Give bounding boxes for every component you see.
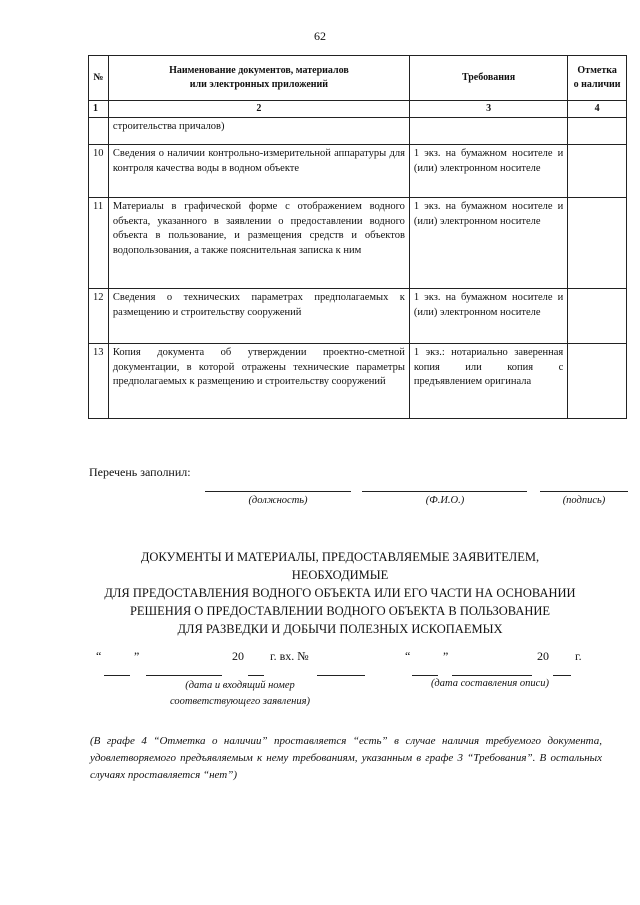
table-row — [89, 198, 627, 289]
row-name: Материалы в графической форме с отображением водного объекта, указанного в заявлении о предоставлении водного объекта в пользование, и размещения средств и объектов водопользования, а также пояснительная записка к ним — [108, 198, 409, 289]
left-year-prefix: 20 — [232, 649, 244, 663]
row-name: Сведения о технических параметрах предполагаемых к размещению и строительству сооружений — [108, 289, 409, 344]
right-year-prefix: 20 — [537, 649, 549, 663]
position-caption: (должность) — [248, 495, 308, 506]
left-month-line[interactable] — [146, 675, 222, 676]
row-name: Сведения о наличии контрольно-измерительной аппаратуры для контроля качества воды в водном объекте — [108, 145, 409, 198]
row-number: 12 — [89, 289, 109, 344]
left-year-line[interactable] — [248, 675, 264, 676]
date-incoming-caption — [150, 678, 330, 710]
documents-table — [88, 55, 627, 419]
row-mark[interactable] — [568, 344, 627, 419]
header-name — [108, 56, 409, 101]
table-row — [89, 289, 627, 344]
heading-line: ДЛЯ ПРЕДОСТАВЛЕНИЯ ВОДНОГО ОБЪЕКТА ИЛИ ЕГО ЧАСТИ НА ОСНОВАНИИ — [104, 586, 576, 600]
header-name-line2: или электронных приложений — [189, 79, 329, 90]
row-requirement: 1 экз. на бумажном носителе и (или) электронном носителе — [409, 145, 567, 198]
page-number: 62 — [314, 29, 326, 43]
right-month-line[interactable] — [452, 675, 532, 676]
table-row — [89, 344, 627, 419]
incoming-number-line[interactable] — [317, 675, 365, 676]
incoming-number-label: г. вх. № — [270, 649, 309, 663]
column-number: 4 — [568, 101, 627, 118]
date-incoming-caption-line1: (дата и входящий номер — [185, 680, 295, 691]
signature-caption: (подпись) — [562, 495, 606, 506]
row-number: 13 — [89, 344, 109, 419]
row-requirement: 1 экз. на бумажном носителе и (или) электронном носителе — [409, 289, 567, 344]
inventory-date-caption: (дата составления описи) — [430, 678, 550, 689]
name-line[interactable] — [362, 491, 527, 492]
left-open-quote: “ — [96, 649, 102, 663]
name-caption: (Ф.И.О.) — [425, 495, 465, 506]
row-mark[interactable] — [568, 118, 627, 145]
column-number: 2 — [108, 101, 409, 118]
heading-line: РЕШЕНИЯ О ПРЕДОСТАВЛЕНИИ ВОДНОГО ОБЪЕКТА В ПОЛЬЗОВАНИЕ — [129, 604, 551, 618]
signature-line[interactable] — [540, 491, 628, 492]
header-mark — [568, 56, 627, 101]
header-mark-line1: Отметка — [577, 65, 617, 76]
column-number: 3 — [409, 101, 567, 118]
header-number: № — [89, 56, 109, 101]
date-incoming-caption-line2: соответствующего заявления) — [170, 696, 310, 707]
row-mark[interactable] — [568, 289, 627, 344]
row-requirement: 1 экз. на бумажном носителе и (или) электронном носителе — [409, 198, 567, 289]
row-mark[interactable] — [568, 198, 627, 289]
table-row — [89, 118, 627, 145]
right-day-line[interactable] — [412, 675, 438, 676]
heading-line: НЕОБХОДИМЫЕ — [291, 568, 389, 582]
right-open-quote: “ — [405, 649, 411, 663]
heading-line: ДЛЯ РАЗВЕДКИ И ДОБЫЧИ ПОЛЕЗНЫХ ИСКОПАЕМЫХ — [177, 622, 503, 636]
column-numbers-row — [89, 101, 627, 118]
section-heading — [60, 548, 620, 638]
row-number: 10 — [89, 145, 109, 198]
footnote: (В графе 4 “Отметка о наличии” проставляется “есть” в случае наличия требуемого документа, удовлетворяемого предъявляемым к нему требованиям, указанным в графе 3 “Требования”. В остальных случаях проставляется “нет”) — [90, 735, 602, 781]
right-year-suffix: г. — [575, 649, 582, 663]
row-requirement: 1 экз.: нотариально заверенная копия или копия с предъявлением оригинала — [409, 344, 567, 419]
filled-by-label: Перечень заполнил: — [89, 465, 191, 479]
column-number: 1 — [89, 101, 109, 118]
row-mark[interactable] — [568, 145, 627, 198]
table-header-row — [89, 56, 627, 101]
header-mark-line2: о наличии — [573, 79, 621, 90]
row-number — [89, 118, 109, 145]
right-year-line[interactable] — [553, 675, 571, 676]
table-row — [89, 145, 627, 198]
left-day-line[interactable] — [104, 675, 130, 676]
heading-line: ДОКУМЕНТЫ И МАТЕРИАЛЫ, ПРЕДОСТАВЛЯЕМЫЕ ЗАЯВИТЕЛЕМ, — [140, 550, 540, 564]
position-line[interactable] — [205, 491, 351, 492]
header-name-line1: Наименование документов, материалов — [169, 65, 349, 76]
row-name: строительства причалов) — [108, 118, 409, 145]
right-close-quote: ” — [443, 649, 449, 663]
row-number: 11 — [89, 198, 109, 289]
header-requirements: Требования — [409, 56, 567, 101]
row-requirement — [409, 118, 567, 145]
left-close-quote: ” — [134, 649, 140, 663]
row-name: Копия документа об утверждении проектно-сметной документации, в которой отражены технические параметры предполагаемых к размещению и строительству сооружений — [108, 344, 409, 419]
